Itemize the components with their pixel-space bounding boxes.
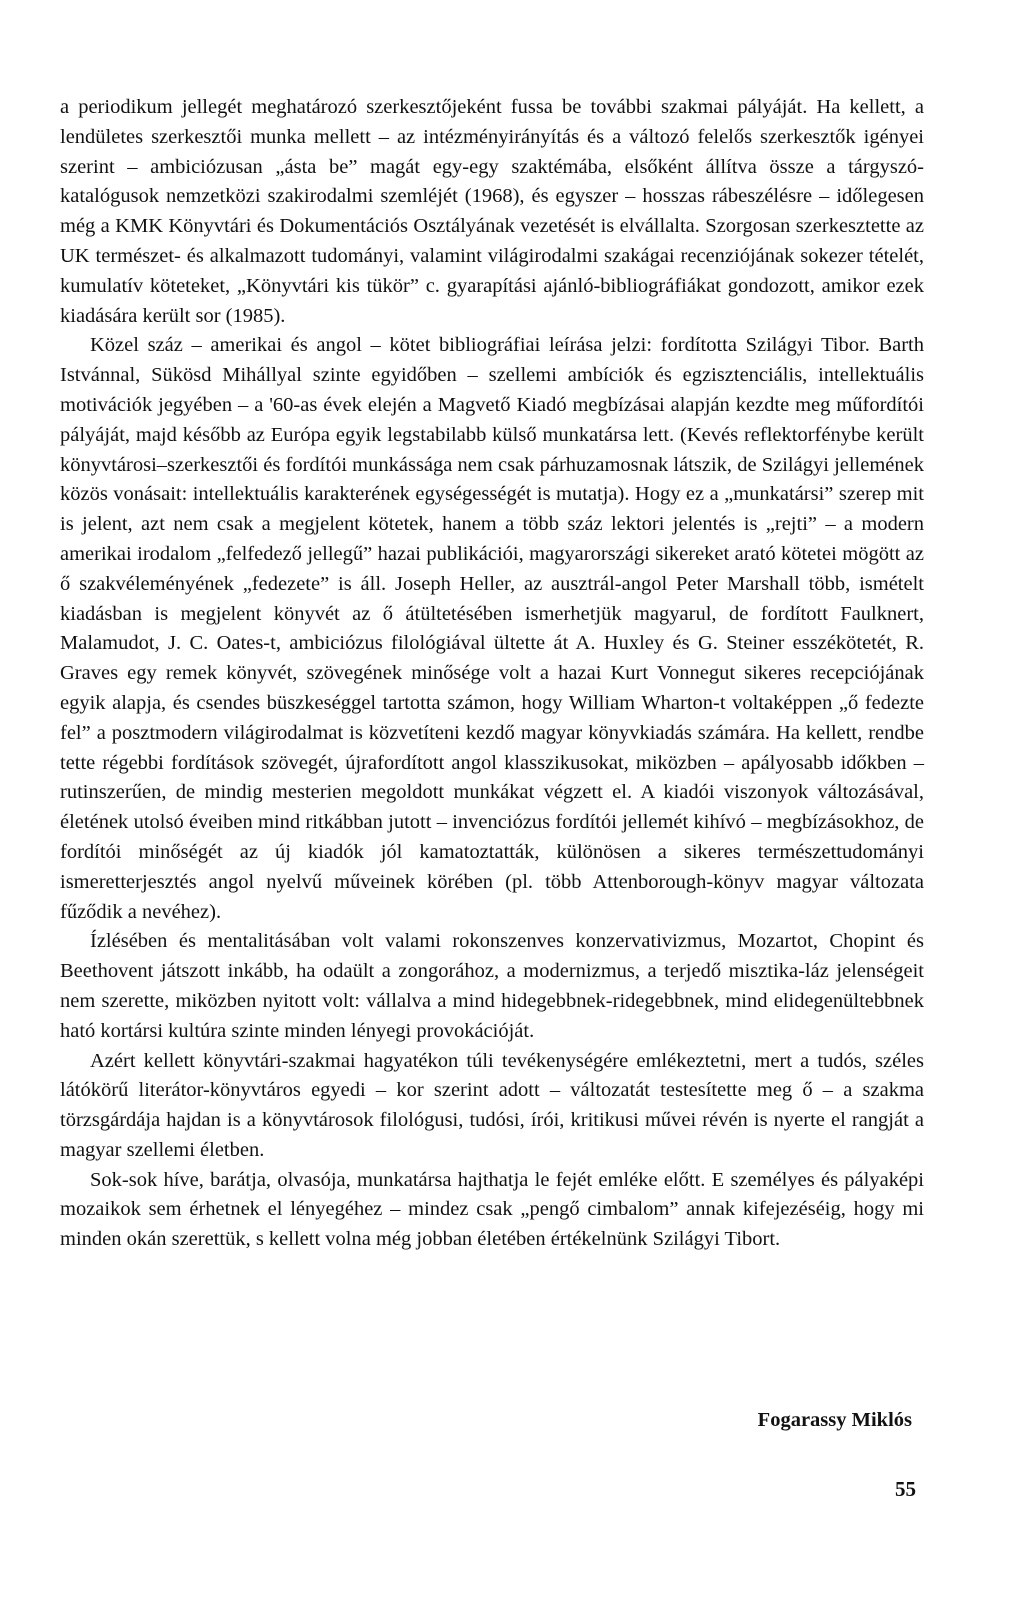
body-text	[60, 93, 924, 1255]
paragraph-taste: Ízlésében és mentalitásában volt valami rokonszenves konzervativizmus, Mozartot, Chopint és Beethovent játszott inkább, ha odaült a zongorához, a modernizmus, a terjedő misztika-láz jelenségeit nem szerette, miközben nyitott volt: vállalva a mind hidegebbnek-ridegebbnek, mind elidegenültebbnek ható kortársi kultúra szinte minden lényegi provokációját.	[60, 930, 924, 1042]
paragraph-translations: Közel száz – amerikai és angol – kötet bibliográfiai leírása jelzi: fordította Szilágyi Tibor. Barth Istvánnal, Sükösd Mihállyal szinte egyidőben – szellemi ambíciók és egzisztenciális, intellektuális motivációk jegyében – a '60-as évek elején a Magvető Kiadó megbízásai alapján kezdte meg műfordítói pályáját, majd később az Európa egyik legstabilabb külső munkatársa lett. (Kevés reflektorfénybe került könyvtárosi–szerkesztői és fordítói munkássága nem csak párhuzamosnak látszik, de Szilágyi jellemének közös vonásait: intellektuális karakterének egységességét is mutatja). Hogy ez a „munkatársi” szerep mit is jelent, azt nem csak a megjelent kötetek, hanem a több száz lektori jelentés is „rejti” – a modern amerikai irodalom „felfedező jellegű” hazai publikációi, magyarországi sikereket arató kötetei mögött az ő szakvéleményének „fedezete” is áll. Joseph Heller, az ausztrál-angol Peter Marshall több, ismételt kiadásban is megjelent könyvét az ő átültetésében ismerhetjük magyarul, de fordított Faulknert, Malamudot, J. C. Oates-t, ambiciózus filológiával ültette át A. Huxley és G. Steiner esszékötetét, R. Graves egy remek könyvét, szövegének minősége volt a hazai Kurt Vonnegut sikeres recepciójának egyik alapja, és csendes büszkeséggel tartotta számon, hogy William Wharton-t voltaképpen „ő fedezte fel” a posztmodern világirodalmat is közvetíteni kezdő magyar könyvkiadás számára. Ha kellett, rendbe tette régebbi fordítások szövegét, újrafordított angol klasszikusokat, miközben – apályosabb időkben – rutinszerűen, de mindig mesterien megoldott munkákat végzett el. A kiadói viszonyok változásával, életének utolsó éveiben mind ritkábban jutott – invenciózus fordítói jellemét kihívó – megbízásokhoz, de fordítói minőségét az új kiadók jól kamatoztatták, különösen a sikeres természettudományi ismeretterjesztés angol nyelvű műveinek körében (pl. több Attenborough-könyv magyar változata fűződik a nevéhez).	[60, 334, 924, 923]
paragraph-farewell: Sok-sok híve, barátja, olvasója, munkatársa hajthatja le fejét emléke előtt. E személyes és pályaképi mozaikok sem érhetnek el lényegéhez – mindez csak „pengő cimbalom” annak kifejezéséig, hogy mi minden okán szerettük, s kellett volna még jobban életében értékelnünk Szilágyi Tibort.	[60, 1168, 924, 1251]
paragraph-legacy: Azért kellett könyvtári-szakmai hagyatékon túli tevékenységére emlékeztetni, mert a tudós, széles látókörű literátor-könyvtáros egyedi – kor szerint adott – változatát testesítette meg ő – a szakma törzsgárdája hajdan is a könyvtárosok filológusi, tudósi, írói, kritikusi művei révén is nyerte el rangját a magyar szellemi életben.	[60, 1049, 924, 1161]
page-number: 55	[895, 1477, 916, 1501]
paragraph-continuation: a periodikum jellegét meghatározó szerkesztőjeként fussa be további szakmai pályáját. Ha kellett, a lendületes szerkesztői munka mellett – az intézményirányítás és a változó felelős szerkesztők igényei szerint – ambiciózusan „ásta be” magát egy-egy szaktémába, elsőként állítva össze a tárgyszó-katalógusok nemzetközi szakirodalmi szemléjét (1968), és egyszer – hosszas rábeszélésre – időlegesen még a KMK Könyvtári és Dokumentációs Osztályának vezetését is elvállalta. Szorgosan szerkesztette az UK természet- és alkalmazott tudományi, valamint világirodalmi szakágai recenziójának sokezer tételét, kumulatív köteteket, „Könyvtári kis tükör” c. gyarapítási ajánló-bibliográfiákat gondozott, amikor ezek kiadására került sor (1985).	[60, 96, 924, 327]
author-signature: Fogarassy Miklós	[757, 1409, 912, 1431]
